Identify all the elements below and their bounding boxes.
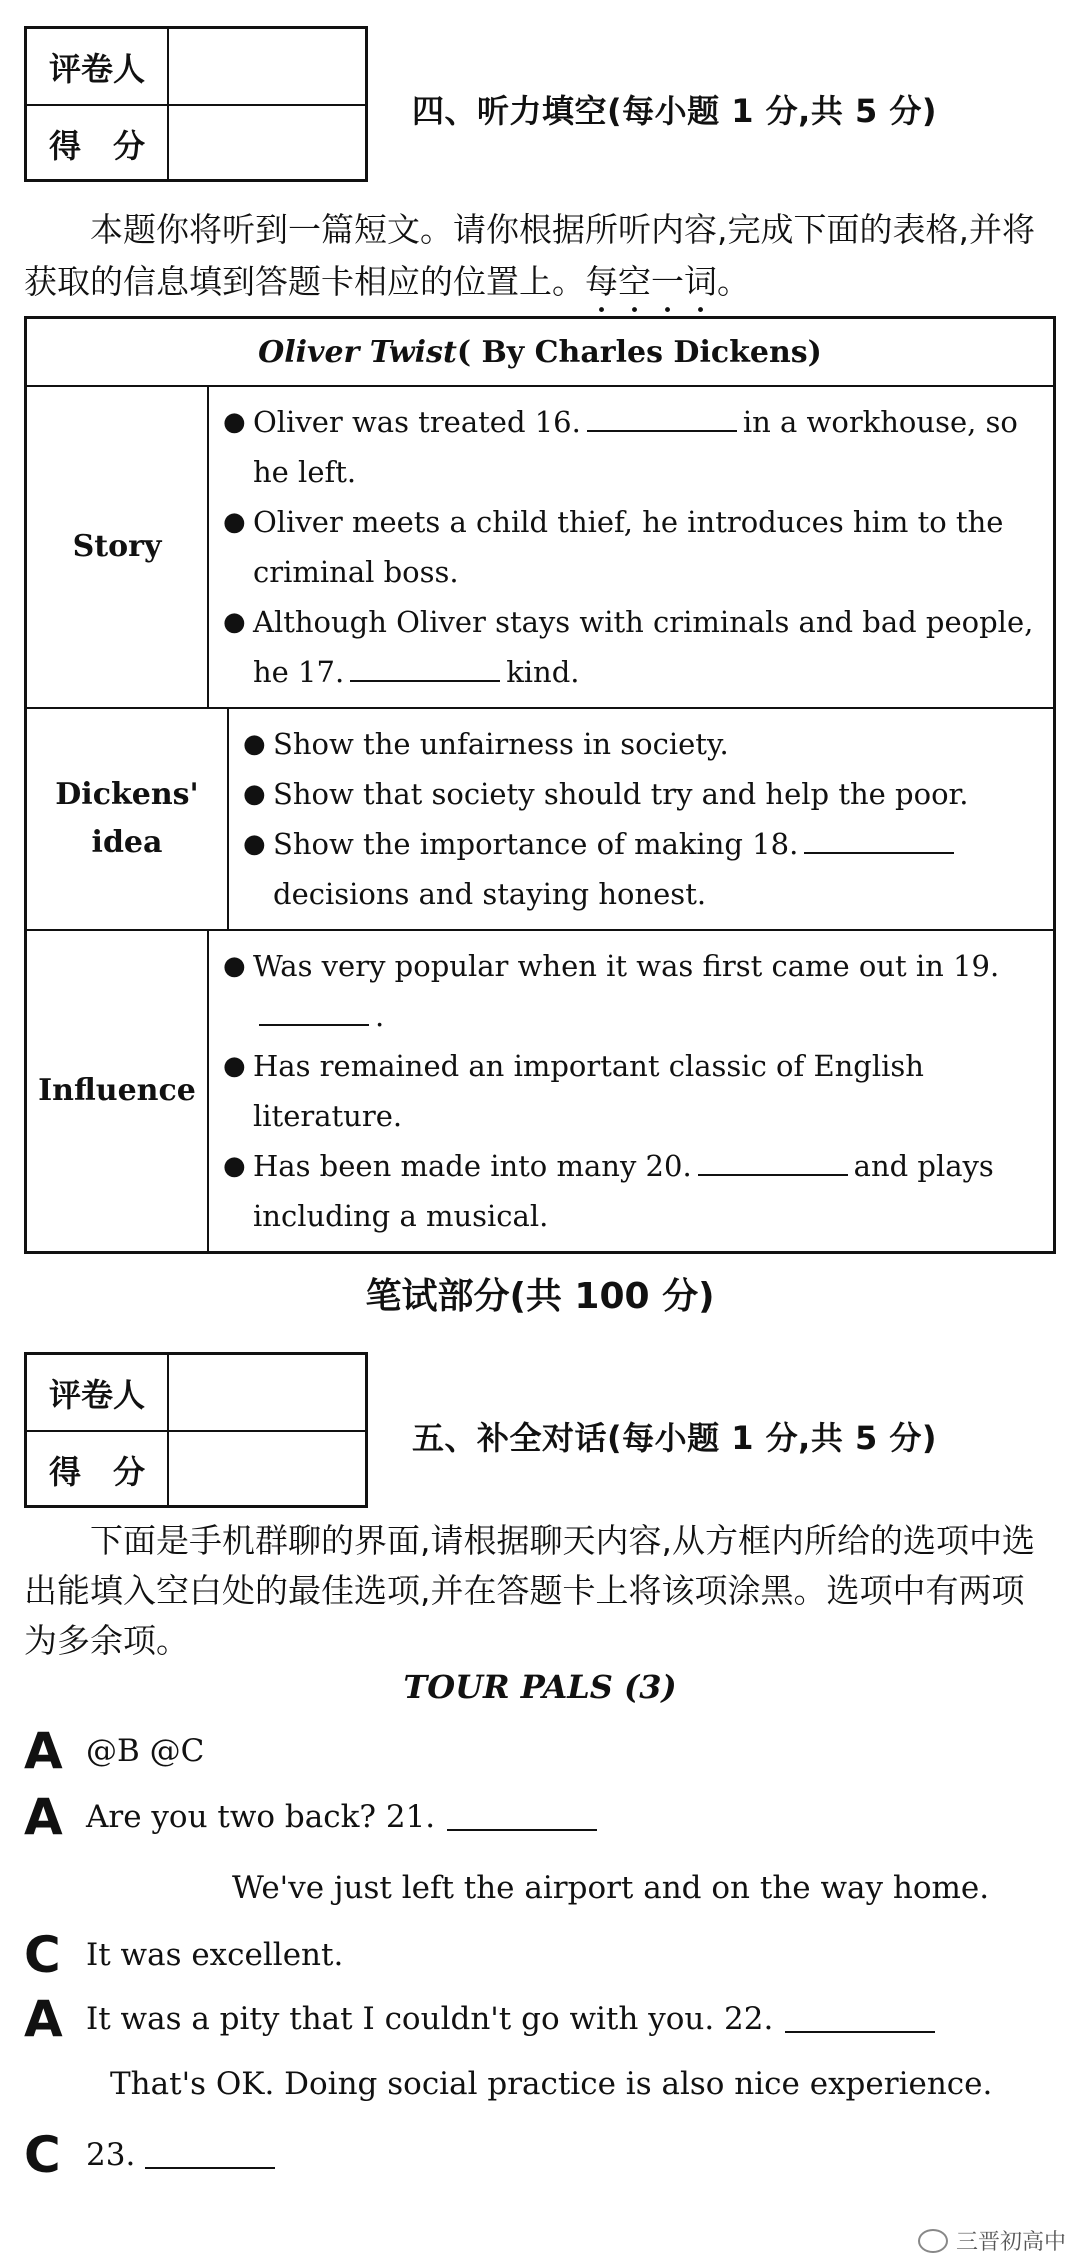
item-text: Although Oliver stays with criminals and bad people, he 17. bbox=[253, 605, 1034, 689]
item-text: Show the unfairness in society. bbox=[273, 727, 729, 761]
item-text: Was very popular when it was first came out in 19. bbox=[253, 949, 1000, 983]
instructions-text: 本题你将听到一篇短文。请你根据所听内容,完成下面的表格,并将获取的信息填到答题卡相应的位置上。 bbox=[24, 210, 1035, 301]
bullet-icon: ● bbox=[223, 1151, 246, 1181]
item-text: Has been made into many 20. bbox=[253, 1149, 692, 1183]
grader-box-4 bbox=[24, 26, 368, 182]
avatar: A bbox=[24, 1990, 63, 2048]
instructions-end: 。 bbox=[717, 262, 750, 301]
item-text: decisions and staying honest. bbox=[273, 877, 707, 911]
answer-blank-23 bbox=[145, 2141, 275, 2169]
bullet-icon: ● bbox=[243, 729, 266, 759]
row-category: Dickens' idea bbox=[27, 709, 229, 929]
chat-message: We've just left the airport and on the way home. bbox=[232, 1870, 990, 1906]
avatar: A bbox=[24, 1788, 63, 1846]
chat-message: That's OK. Doing social practice is also nice experience. bbox=[110, 2066, 993, 2102]
message-text: It was excellent. bbox=[86, 1937, 344, 1973]
section5-title: 五、补全对话(每小题 1 分,共 5 分) bbox=[412, 1419, 938, 1457]
avatar: C bbox=[24, 1926, 61, 1984]
chat-message bbox=[24, 1990, 941, 2048]
bullet-icon: ● bbox=[223, 1051, 246, 1081]
bullet-icon: ● bbox=[243, 779, 266, 809]
score-field bbox=[169, 106, 365, 181]
list-item bbox=[223, 397, 1039, 497]
instructions-emphasis: 每空一词 bbox=[585, 262, 717, 301]
item-text: and plays including a musical. bbox=[253, 1149, 994, 1233]
list-item bbox=[223, 597, 1039, 697]
item-text: Show the importance of making 18. bbox=[273, 827, 799, 861]
bullet-icon: ● bbox=[223, 951, 246, 981]
list-item bbox=[243, 819, 1039, 919]
answer-blank-18 bbox=[804, 826, 954, 854]
score-label: 得 分 bbox=[27, 1432, 169, 1507]
chat-message bbox=[24, 1926, 344, 1984]
answer-blank-16 bbox=[587, 404, 737, 432]
row-content bbox=[229, 709, 1053, 929]
grader-field bbox=[169, 29, 365, 104]
bullet-icon: ● bbox=[223, 607, 246, 637]
answer-blank-22 bbox=[785, 2005, 935, 2033]
answer-blank-21 bbox=[447, 1803, 597, 1831]
avatar: A bbox=[24, 1722, 63, 1780]
grader-field bbox=[169, 1355, 365, 1430]
chat-message bbox=[24, 1722, 205, 1780]
table-row bbox=[27, 929, 1053, 1251]
table-row bbox=[27, 387, 1053, 707]
watermark-text: 三晋初高中 bbox=[955, 2230, 1066, 2255]
row-category: Story bbox=[27, 387, 209, 707]
grader-box-5 bbox=[24, 1352, 368, 1508]
section4-title: 四、听力填空(每小题 1 分,共 5 分) bbox=[412, 92, 938, 130]
score-label: 得 分 bbox=[27, 106, 169, 181]
answer-blank-17 bbox=[350, 654, 500, 682]
list-item bbox=[243, 769, 1039, 819]
bullet-icon: ● bbox=[223, 507, 246, 537]
list-item bbox=[223, 941, 1039, 1041]
avatar: C bbox=[24, 2126, 61, 2184]
message-text: It was a pity that I couldn't go with you. 22. bbox=[86, 2001, 774, 2037]
list-item bbox=[243, 719, 1039, 769]
row-content bbox=[209, 387, 1053, 707]
answer-blank-20 bbox=[698, 1148, 848, 1176]
chat-title: TOUR PALS (3) bbox=[403, 1668, 677, 1706]
table-row bbox=[27, 707, 1053, 929]
row-content bbox=[209, 931, 1053, 1251]
section5-instructions: 下面是手机群聊的界面,请根据聊天内容,从方框内所给的选项中选出能填入空白处的最佳选项,并在答题卡上将该项涂黑。选项中有两项为多余项。 bbox=[24, 1521, 1035, 1660]
grader-label: 评卷人 bbox=[27, 29, 169, 104]
message-text: 23. bbox=[86, 2137, 136, 2173]
list-item bbox=[223, 1141, 1039, 1241]
list-item bbox=[223, 1041, 1039, 1141]
written-section-title: 笔试部分(共 100 分) bbox=[365, 1276, 715, 1317]
message-text: @B @C bbox=[86, 1733, 205, 1769]
list-item bbox=[223, 497, 1039, 597]
chat-message bbox=[24, 2126, 281, 2184]
row-category: Influence bbox=[27, 931, 209, 1251]
grader-label: 评卷人 bbox=[27, 1355, 169, 1430]
wechat-icon bbox=[918, 2229, 948, 2253]
message-text: Are you two back? 21. bbox=[86, 1799, 436, 1835]
watermark bbox=[918, 2225, 1066, 2256]
item-text: in a workhouse, so he left. bbox=[253, 405, 1018, 489]
section4-instructions bbox=[24, 204, 1056, 321]
score-field bbox=[169, 1432, 365, 1507]
item-text: Oliver was treated 16. bbox=[253, 405, 581, 439]
table-title bbox=[27, 319, 1053, 387]
bullet-icon: ● bbox=[223, 407, 246, 437]
item-text: . bbox=[375, 999, 385, 1033]
book-author: ( By Charles Dickens) bbox=[456, 334, 822, 370]
item-text: kind. bbox=[506, 655, 580, 689]
chat-message bbox=[24, 1788, 603, 1846]
book-title: Oliver Twist bbox=[258, 334, 457, 370]
bullet-icon: ● bbox=[243, 829, 266, 859]
item-text: Oliver meets a child thief, he introduces him to the criminal boss. bbox=[253, 505, 1004, 589]
item-text: Show that society should try and help the poor. bbox=[273, 777, 969, 811]
answer-blank-19 bbox=[259, 998, 369, 1026]
item-text: Has remained an important classic of English literature. bbox=[253, 1049, 924, 1133]
listening-table bbox=[24, 316, 1056, 1254]
